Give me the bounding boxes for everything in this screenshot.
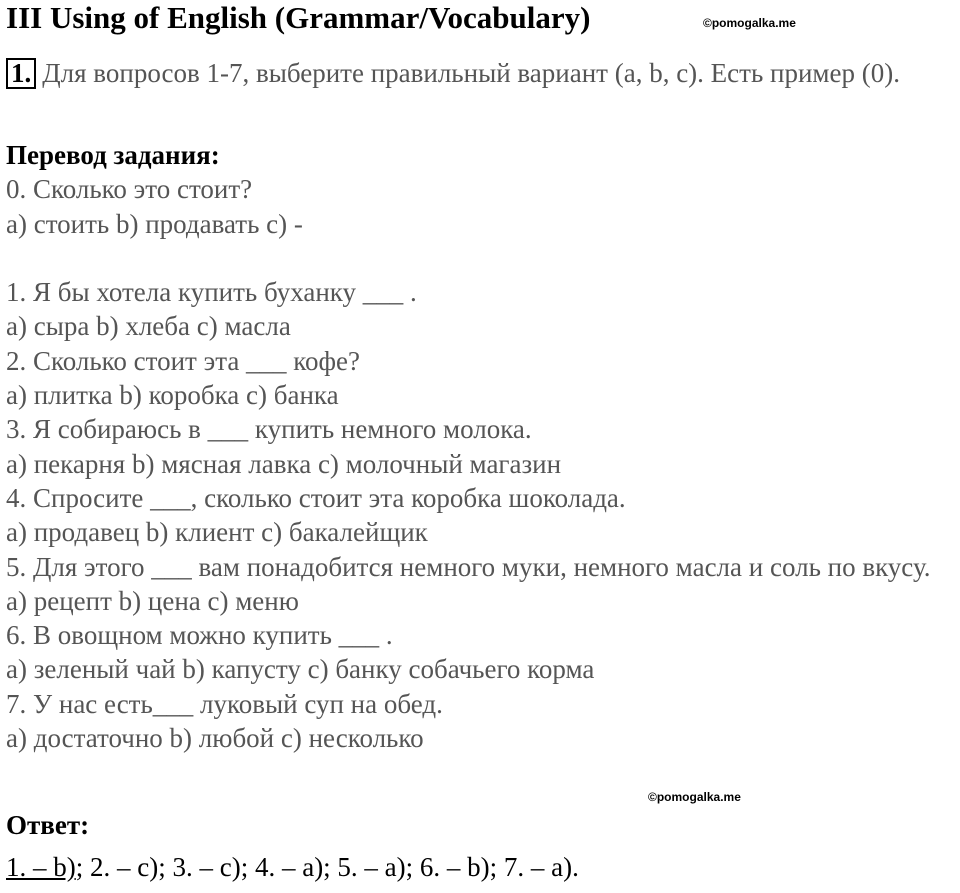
answer-rest: ; 2. – c); 3. – c); 4. – a); 5. – a); 6. – b); 7. – a).: [75, 852, 579, 882]
question-2: 2. Сколько стоит эта ___ кофе?: [6, 345, 361, 376]
options-6: a) зеленый чай b) капусту c) банку собачьего корма: [6, 654, 595, 685]
question-7: 7. У нас есть___ луковый суп на обед.: [6, 688, 443, 719]
options-4: a) продавец b) клиент c) бакалейщик: [6, 517, 428, 548]
question-4: 4. Спросите ___, сколько стоит эта коробка шоколада.: [6, 482, 626, 513]
translation-heading: Перевод задания:: [6, 140, 220, 170]
question-3: 3. Я собираюсь в ___ купить немного молока.: [6, 414, 532, 445]
options-2: a) плитка b) коробка c) банка: [6, 380, 339, 411]
translation-block: [6, 138, 956, 755]
task-instruction-block: [6, 57, 956, 90]
watermark-top: ©pomogalka.me: [703, 16, 796, 30]
answer-heading: Ответ:: [6, 810, 90, 840]
example-question: 0. Сколько это стоит?: [6, 174, 253, 205]
section-title: III Using of English (Grammar/Vocabulary): [6, 0, 591, 35]
answer-first: 1. – b): [6, 852, 76, 882]
question-1: 1. Я бы хотела купить буханку ___ .: [6, 277, 417, 308]
question-5: 5. Для этого ___ вам понадобится немного муки, немного масла и соль по вкусу.: [6, 551, 931, 582]
answer-line: [6, 852, 579, 883]
spacer: [6, 241, 956, 275]
question-6: 6. В овощном можно купить ___ .: [6, 620, 393, 651]
watermark-middle: ©pomogalka.me: [648, 790, 741, 804]
options-1: a) сыра b) хлеба c) масла: [6, 311, 291, 342]
options-3: a) пекарня b) мясная лавка c) молочный магазин: [6, 448, 562, 479]
example-options: a) стоить b) продавать c) -: [6, 208, 303, 239]
task-number: 1.: [6, 58, 36, 89]
page-header: [6, 0, 946, 40]
options-5: a) рецепт b) цена c) меню: [6, 585, 299, 616]
task-instruction: Для вопросов 1-7, выберите правильный вариант (a, b, c). Есть пример (0).: [42, 58, 900, 88]
options-7: a) достаточно b) любой c) несколько: [6, 723, 424, 754]
